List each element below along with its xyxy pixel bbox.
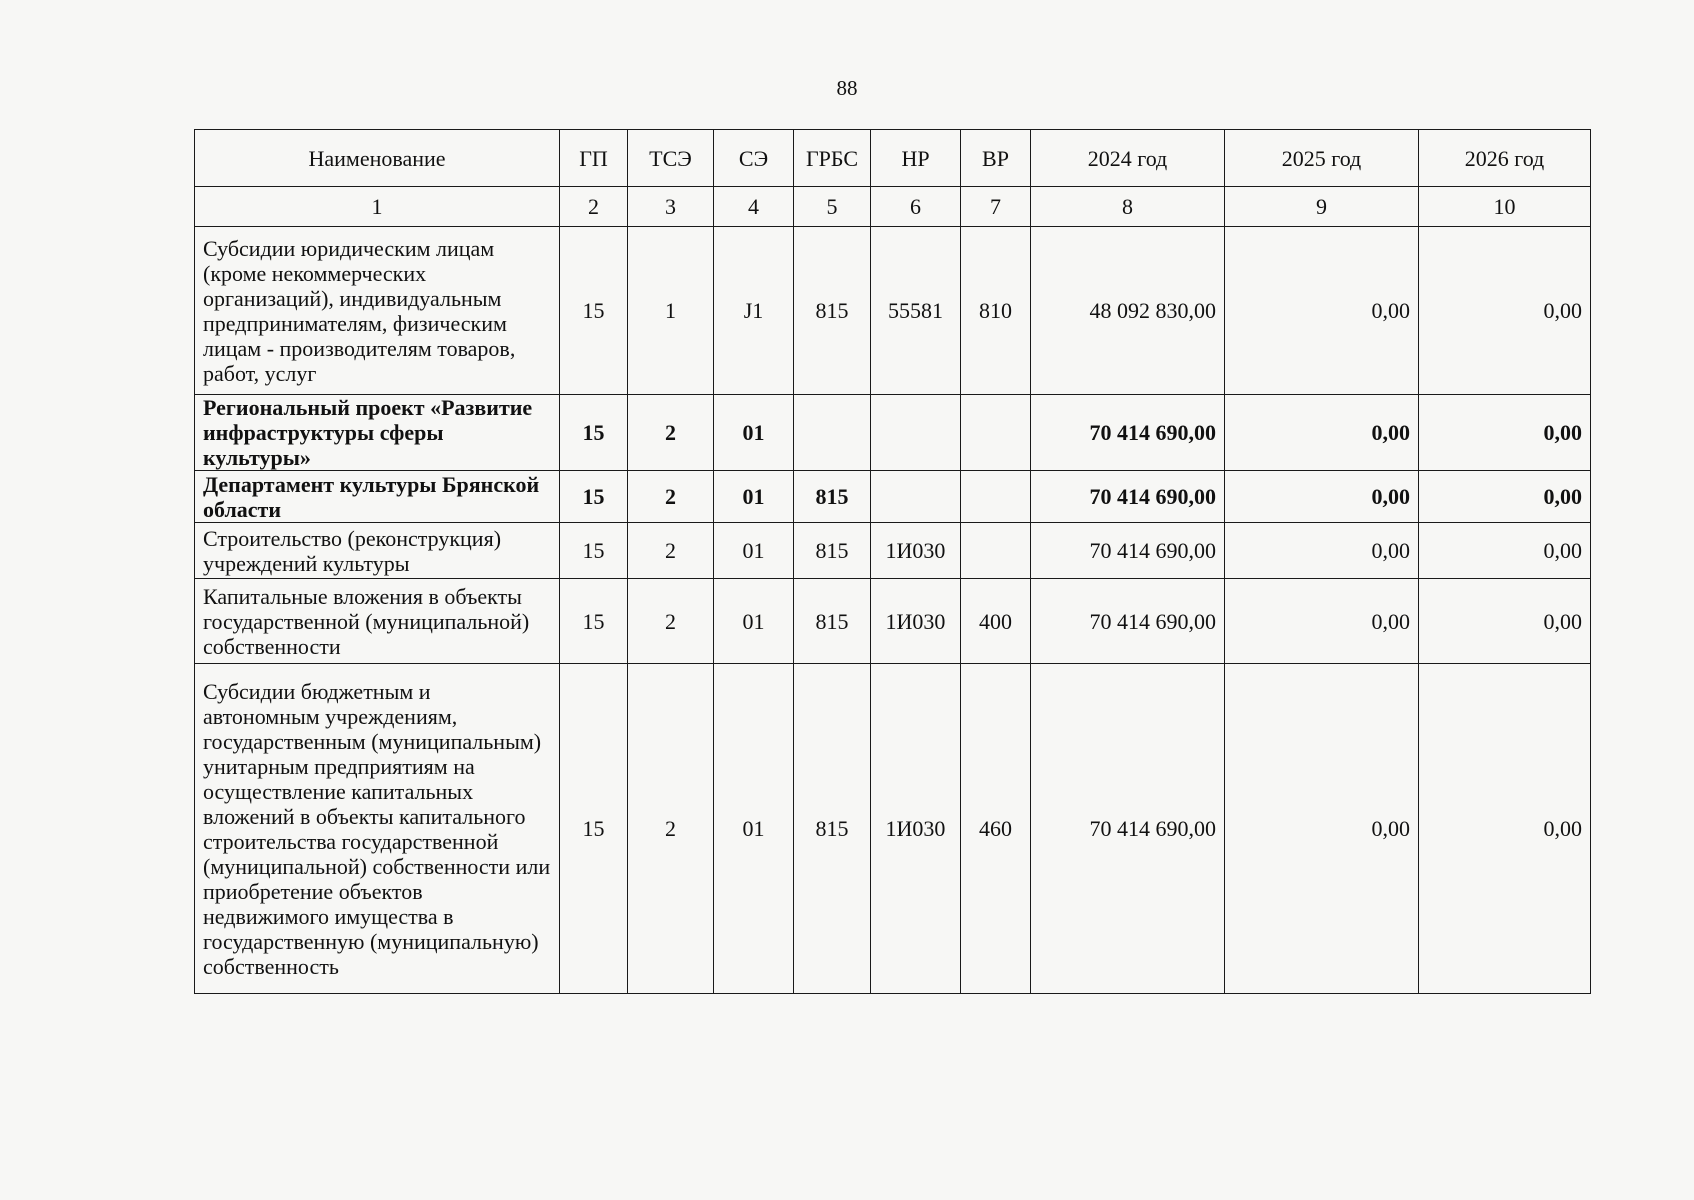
cell-2024: 70 414 690,00 xyxy=(1031,579,1225,664)
table-row xyxy=(195,395,1591,471)
cell-nr xyxy=(871,395,961,471)
header-cell: 2024 год xyxy=(1031,130,1225,187)
cell-vr xyxy=(961,471,1031,523)
column-number-row xyxy=(195,187,1591,227)
cell-se: J1 xyxy=(714,227,794,395)
cell-grbs xyxy=(794,395,871,471)
header-cell: 2026 год xyxy=(1419,130,1591,187)
cell-2025: 0,00 xyxy=(1225,227,1419,395)
cell-2026: 0,00 xyxy=(1419,579,1591,664)
cell-se: 01 xyxy=(714,579,794,664)
column-number: 1 xyxy=(195,187,560,227)
table-row xyxy=(195,579,1591,664)
cell-tse: 2 xyxy=(628,664,714,994)
cell-tse: 2 xyxy=(628,395,714,471)
cell-nr: 55581 xyxy=(871,227,961,395)
cell-gp: 15 xyxy=(560,395,628,471)
cell-se: 01 xyxy=(714,523,794,579)
cell-2024: 48 092 830,00 xyxy=(1031,227,1225,395)
row-name: Капитальные вложения в объекты государственной (муниципальной) собственности xyxy=(195,579,560,664)
cell-gp: 15 xyxy=(560,579,628,664)
cell-nr: 1И030 xyxy=(871,664,961,994)
cell-tse: 2 xyxy=(628,523,714,579)
cell-gp: 15 xyxy=(560,227,628,395)
cell-se: 01 xyxy=(714,664,794,994)
row-name: Департамент культуры Брянской области xyxy=(195,471,560,523)
cell-2024: 70 414 690,00 xyxy=(1031,523,1225,579)
cell-2025: 0,00 xyxy=(1225,471,1419,523)
table-row xyxy=(195,664,1591,994)
table-row xyxy=(195,227,1591,395)
cell-2026: 0,00 xyxy=(1419,664,1591,994)
cell-tse: 2 xyxy=(628,471,714,523)
cell-tse: 1 xyxy=(628,227,714,395)
cell-vr: 460 xyxy=(961,664,1031,994)
column-number: 2 xyxy=(560,187,628,227)
cell-grbs: 815 xyxy=(794,471,871,523)
cell-2024: 70 414 690,00 xyxy=(1031,395,1225,471)
cell-gp: 15 xyxy=(560,471,628,523)
cell-nr xyxy=(871,471,961,523)
header-cell: НР xyxy=(871,130,961,187)
cell-vr xyxy=(961,523,1031,579)
cell-grbs: 815 xyxy=(794,664,871,994)
table-row xyxy=(195,471,1591,523)
cell-2026: 0,00 xyxy=(1419,227,1591,395)
cell-2026: 0,00 xyxy=(1419,523,1591,579)
cell-vr: 400 xyxy=(961,579,1031,664)
cell-grbs: 815 xyxy=(794,523,871,579)
cell-tse: 2 xyxy=(628,579,714,664)
row-name: Субсидии юридическим лицам (кроме некоммерческих организаций), индивидуальным предпринимателям, физическим лицам - производителям товаров, работ, услуг xyxy=(195,227,560,395)
column-number: 5 xyxy=(794,187,871,227)
cell-nr: 1И030 xyxy=(871,579,961,664)
cell-gp: 15 xyxy=(560,523,628,579)
header-cell: ГРБС xyxy=(794,130,871,187)
header-cell: Наименование xyxy=(195,130,560,187)
header-cell: ВР xyxy=(961,130,1031,187)
cell-2025: 0,00 xyxy=(1225,395,1419,471)
cell-2025: 0,00 xyxy=(1225,579,1419,664)
header-cell: 2025 год xyxy=(1225,130,1419,187)
row-name: Региональный проект «Развитие инфраструктуры сферы культуры» xyxy=(195,395,560,471)
cell-2025: 0,00 xyxy=(1225,523,1419,579)
table-row xyxy=(195,523,1591,579)
cell-2026: 0,00 xyxy=(1419,471,1591,523)
cell-se: 01 xyxy=(714,471,794,523)
column-number: 3 xyxy=(628,187,714,227)
cell-nr: 1И030 xyxy=(871,523,961,579)
cell-2025: 0,00 xyxy=(1225,664,1419,994)
column-number: 9 xyxy=(1225,187,1419,227)
cell-2026: 0,00 xyxy=(1419,395,1591,471)
cell-vr xyxy=(961,395,1031,471)
cell-grbs: 815 xyxy=(794,579,871,664)
column-number: 6 xyxy=(871,187,961,227)
cell-se: 01 xyxy=(714,395,794,471)
row-name: Строительство (реконструкция) учреждений культуры xyxy=(195,523,560,579)
cell-grbs: 815 xyxy=(794,227,871,395)
column-number: 10 xyxy=(1419,187,1591,227)
column-number: 7 xyxy=(961,187,1031,227)
column-number: 4 xyxy=(714,187,794,227)
budget-table xyxy=(194,129,1591,994)
page-number: 88 xyxy=(836,76,858,100)
header-row xyxy=(195,130,1591,187)
cell-2024: 70 414 690,00 xyxy=(1031,664,1225,994)
cell-vr: 810 xyxy=(961,227,1031,395)
header-cell: СЭ xyxy=(714,130,794,187)
column-number: 8 xyxy=(1031,187,1225,227)
header-cell: ТСЭ xyxy=(628,130,714,187)
header-cell: ГП xyxy=(560,130,628,187)
cell-gp: 15 xyxy=(560,664,628,994)
cell-2024: 70 414 690,00 xyxy=(1031,471,1225,523)
row-name: Субсидии бюджетным и автономным учреждениям, государственным (муниципальным) унитарным предприятиям на осуществление капитальных вложений в объекты капитального строительства государственной (муниципальной) собственности или приобретение объектов недвижимого имущества в государственную (муниципальную) собственность xyxy=(195,664,560,994)
